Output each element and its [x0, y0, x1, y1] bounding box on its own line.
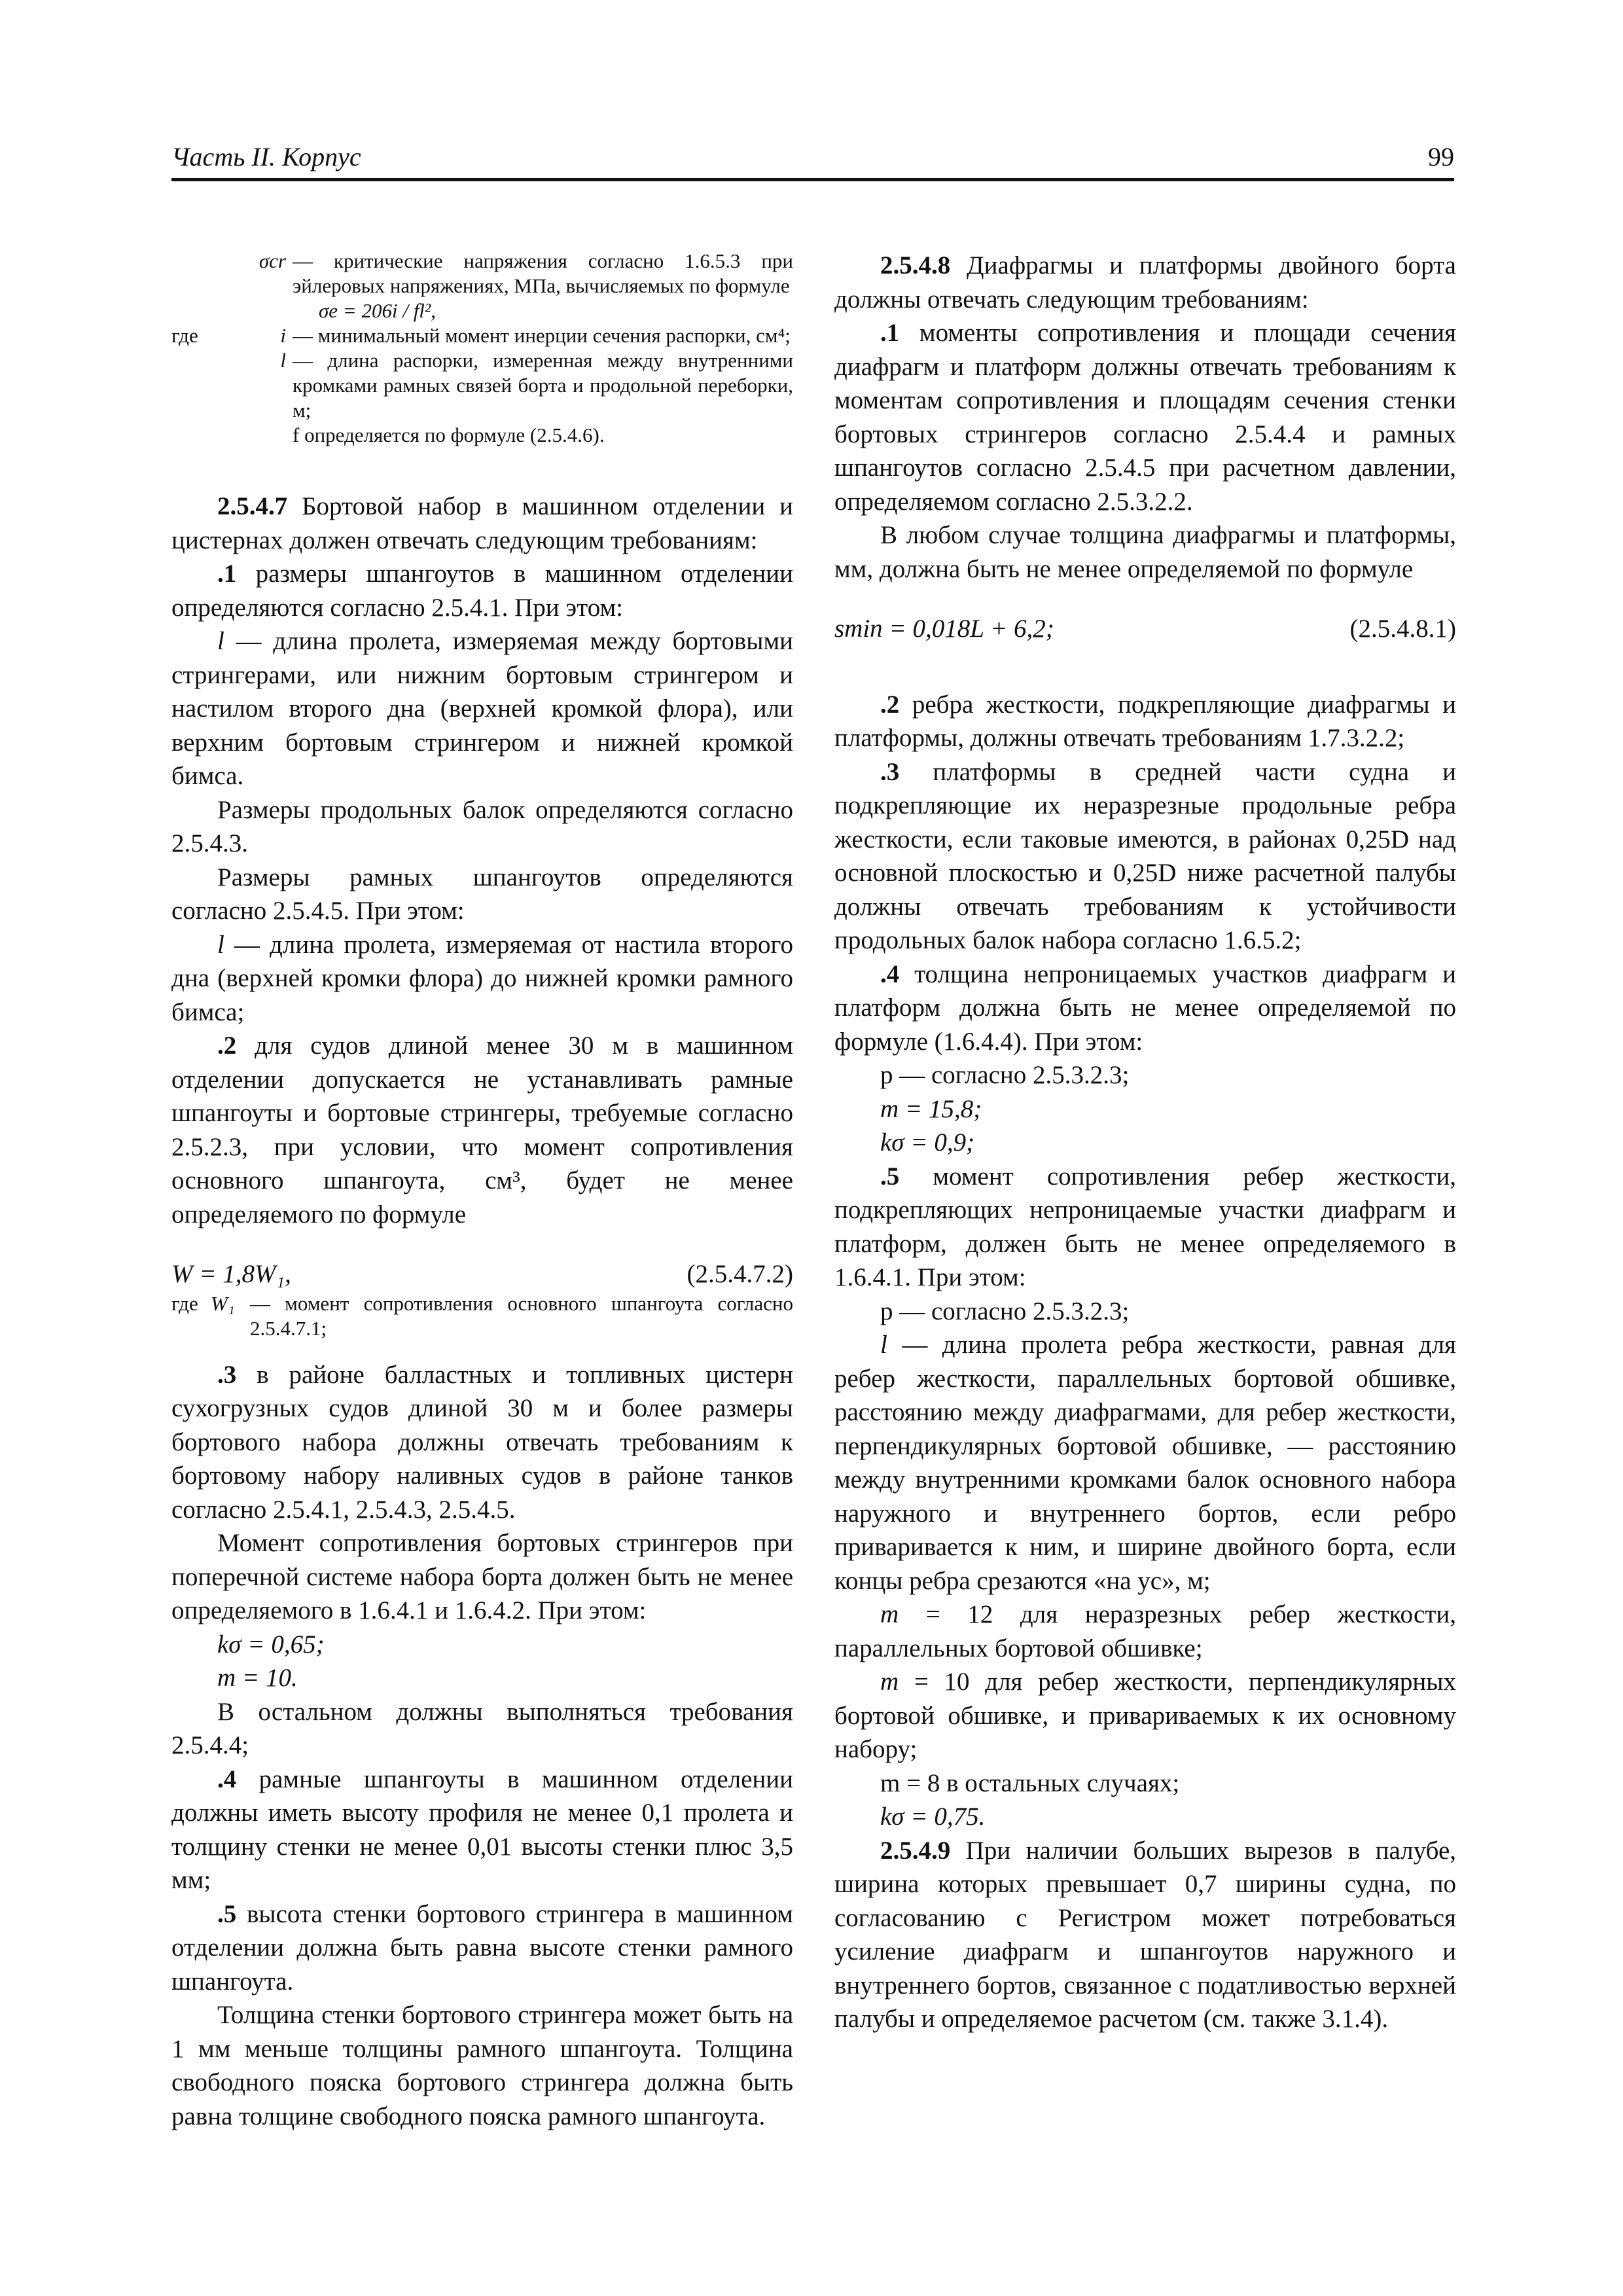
paragraph-web-frames: Размеры рамных шпангоутов определяются согласно 2.5.4.5. При этом:: [171, 863, 793, 925]
definition-text: — длина распорки, измеренная между внутренними кромками рамных связей борта и продольной переборки, м;: [293, 349, 793, 422]
definition-text: — минимальный момент инерции сечения распорки, см⁴;: [293, 324, 791, 347]
definition-span-l2: l — длина пролета, измеряемая от настила второго дна (верхней кромки флора) до нижней кромки рамного бимса;: [171, 930, 793, 1026]
running-title: Часть II. Корпус: [171, 142, 361, 171]
section-2-5-4-9: 2.5.4.9 При наличии больших вырезов в палубе, ширина которых превышает 0,7 ширины судна, по согласованию с Регистром может потребоваться усиление диафрагм и шпангоутов наружного и внутреннего бортов, связанное с податливостью верхней палубы и определяемое расчетом (см. также 3.1.4).: [834, 1836, 1457, 2033]
definition-i: где i — минимальный момент инерции сечения распорки, см⁴;: [171, 323, 793, 348]
definition-sigma-e: [171, 298, 793, 323]
value-m-10: m = 10 для ребер жесткости, перпендикулярных бортовой обшивке, и привариваемых к их основному набору;: [834, 1668, 1457, 1763]
paragraph-stringer-moment: Момент сопротивления бортовых стрингеров при поперечной системе набора борта должен быть не менее определяемого в 1.6.4.1 и 1.6.4.2. При этом:: [171, 1529, 793, 1624]
definitions-block: [171, 249, 793, 448]
value-m-8: m = 8 в остальных случаях;: [880, 1768, 1180, 1797]
item-2: .2 ребра жесткости, подкрепляющие диафрагмы и платформы, должны отвечать требованиям 1.7.3.2.2;: [834, 690, 1457, 752]
value-m: m = 15,8;: [880, 1094, 982, 1123]
formula-2-5-4-8-1: [834, 612, 1456, 646]
formula-inline: σe = 206i / fl²,: [319, 299, 436, 322]
item-1: .1 размеры шпангоутов в машинном отделении определяются согласно 2.5.4.1. При этом:: [171, 560, 794, 622]
item-3: .3 платформы в средней части судна и подкрепляющие их неразрезные продольные ребра жесткости, если таковые имеются, в районах 0,25D над основной плоскостью и 0,25D ниже расчетной палубы должны отвечать требованиям к устойчивости продольных балок набора согласно 1.6.5.2;: [834, 757, 1456, 954]
definition-span-l: l — длина пролета, измеряемая между бортовыми стрингерами, или нижним бортовым стрингером и настилом второго дна (верхней кромкой флора), или верхним бортовым стрингером и нижней кромкой бимса.: [171, 627, 794, 790]
section-number: 2.5.4.9: [880, 1836, 951, 1865]
definition-l: [171, 348, 793, 423]
definition-span-l: l — длина пролета ребра жесткости, равная для ребер жесткости, параллельных бортовой обшивке, расстоянию между диафрагмами, для ребер жесткости, перпендикулярных бортовой обшивке, — расстоянию между внутренними кромками балок основного набора наружного и внутреннего бортов, если ребро приваривается к ним, и ширине двойного борта, если концы ребра срезаются «на ус», м;: [834, 1331, 1456, 1595]
symbol: l: [280, 349, 286, 372]
value-p-2: p — согласно 2.5.3.2.3;: [880, 1297, 1130, 1325]
symbol: σcr: [259, 249, 286, 272]
section-2-5-4-7: 2.5.4.7 Бортовой набор в машинном отделении и цистернах должен отвечать следующим требованиям:: [171, 492, 793, 554]
right-column: [834, 249, 1456, 2036]
definition-sigma-cr: [171, 249, 793, 298]
definition-text: — критические напряжения согласно 1.6.5.3 при эйлеровых напряжениях, МПа, вычисляемых по формуле: [293, 249, 793, 297]
definition-f: [171, 423, 793, 448]
value-m: m = 10.: [217, 1664, 298, 1692]
section-number: 2.5.4.7: [217, 492, 288, 520]
paragraph-stringer-thickness: Толщина стенки бортового стрингера может быть на 1 мм меньше толщины рамного шпангоута. Толщина свободного пояска бортового стрингера должна быть равна толщине свободного пояска рамного шпангоута.: [171, 2001, 793, 2130]
value-k-sigma: kσ = 0,9;: [880, 1128, 975, 1157]
item-3: .3 в районе балластных и топливных цистерн сухогрузных судов длиной 30 м и более размеры бортового набора должны отвечать требованиям к бортовому набору наливных судов в районе танков согласно 2.5.4.1, 2.5.4.3, 2.5.4.5.: [171, 1360, 793, 1524]
item-5: .5 момент сопротивления ребер жесткости, подкрепляющих непроницаемые участки диафрагм и платформ, должен быть не менее определяемого в 1.6.4.1. При этом:: [834, 1162, 1456, 1291]
paragraph-min-thickness: В любом случае толщина диафрагмы и платформы, мм, должна быть не менее определяемой по формуле: [834, 521, 1456, 583]
formula-number: (2.5.4.7.2): [687, 1260, 793, 1288]
paragraph-longitudinals: Размеры продольных балок определяются согласно 2.5.4.3.: [171, 795, 793, 857]
formula-2-5-4-7-2: [171, 1257, 793, 1291]
formula-number: (2.5.4.8.1): [1349, 615, 1456, 643]
value-p: p — согласно 2.5.3.2.3;: [880, 1061, 1130, 1089]
item-4: .4 рамные шпангоуты в машинном отделении должны иметь высоту профиля не менее 0,1 пролета и толщину стенки не менее 0,01 высоты стенки плюс 3,5 мм;: [171, 1765, 794, 1894]
item-5: .5 высота стенки бортового стрингера в машинном отделении должна быть равна высоте стенки рамного шпангоута.: [171, 1899, 793, 1996]
section-number: 2.5.4.8: [880, 251, 951, 279]
value-k-sigma: kσ = 0,65;: [217, 1630, 325, 1659]
definition-w1: где W₁ — момент сопротивления основного шпангоута согласно 2.5.4.7.1;: [171, 1291, 793, 1340]
page-header: [171, 139, 1454, 181]
formula-expression: W = 1,8W₁,: [171, 1260, 291, 1288]
value-k-sigma-2: kσ = 0,75.: [880, 1803, 986, 1831]
left-column: [171, 249, 793, 2133]
item-1: .1 моменты сопротивления и площади сечения диафрагм и платформ должны отвечать требованиям к моментам сопротивления и площадям сечения стенки бортовых стрингеров согласно 2.5.4.4 и рамных шпангоутов согласно 2.5.4.5 при расчетном давлении, определяемом согласно 2.5.3.2.2.: [834, 319, 1456, 516]
item-2: .2 для судов длиной менее 30 м в машинном отделении допускается не устанавливать рамные шпангоуты и бортовые стрингеры, требуемые согласно 2.5.2.3, при условии, что момент сопротивления основного шпангоута, см³, будет не менее определяемого по формуле: [171, 1031, 793, 1229]
value-m-12: m = 12 для неразрезных ребер жесткости, параллельных бортовой обшивке;: [834, 1600, 1456, 1662]
item-4: .4 толщина непроницаемых участков диафрагм и платформ должна быть не менее определяемой по формуле (1.6.4.4). При этом:: [834, 960, 1456, 1056]
definition-text: f определяется по формуле (2.5.4.6).: [293, 423, 605, 446]
formula-expression: smin = 0,018L + 6,2;: [834, 615, 1054, 643]
paragraph-otherwise: В остальном должны выполняться требования 2.5.4.4;: [171, 1697, 793, 1759]
section-2-5-4-8: 2.5.4.8 Диафрагмы и платформы двойного борта должны отвечать следующим требованиям:: [834, 251, 1456, 314]
symbol: i: [280, 324, 286, 347]
page-number: 99: [1428, 142, 1454, 171]
